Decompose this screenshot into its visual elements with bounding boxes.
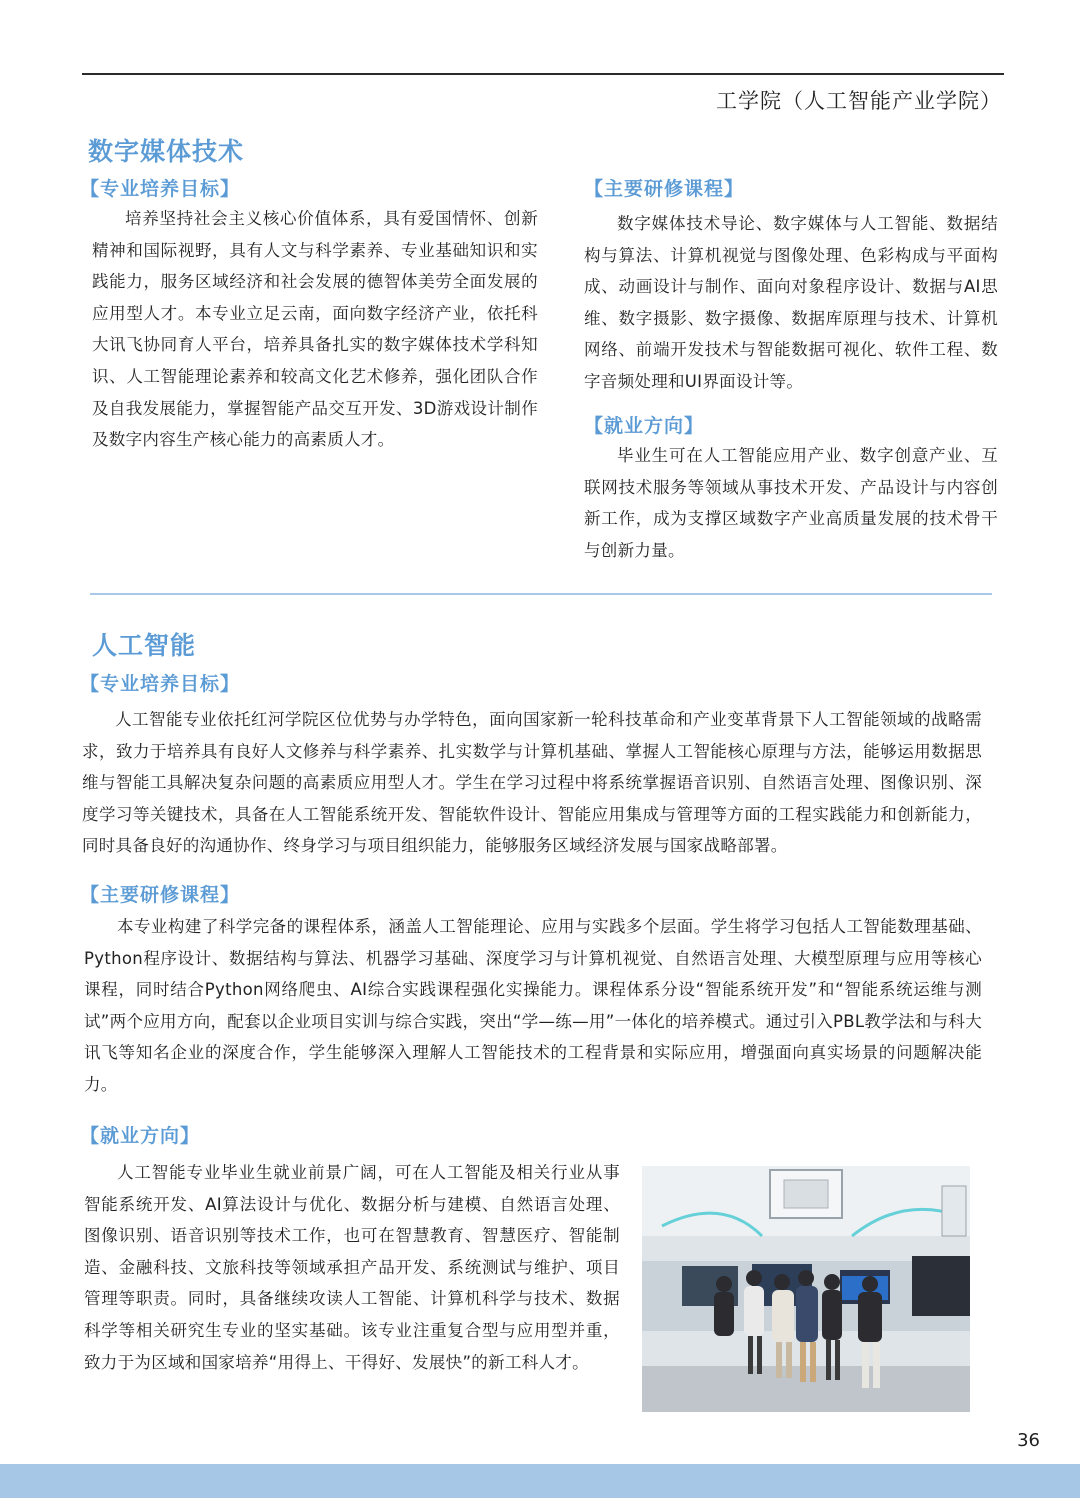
digital-media-courses-heading: 【主要研修课程】 [584,178,745,200]
digital-media-goal-text: 培养坚持社会主义核心价值体系，具有爱国情怀、创新精神和国际视野，具有人文与科学素养、专业基础知识和实践能力，服务区域经济和社会发展的德智体美劳全面发展的应用型人才。本专业立足云南，面向数字经济产业，依托科大讯飞协同育人平台，培养具备扎实的数字媒体技术学科知识、人工智能理论素养和较高文化艺术修养，强化团队合作及自我发展能力，掌握智能产品交互开发、3D游戏设计制作及数字内容生产核心能力的高素质人才。 [92,209,538,450]
classroom-photo [642,1166,970,1412]
section-title-ai: 人工智能 [92,631,197,660]
ai-goal-heading: 【专业培养目标】 [80,673,241,695]
ai-courses-text: 本专业构建了科学完备的课程体系，涵盖人工智能理论、应用与实践多个层面。学生将学习包括人工智能数理基础、Python程序设计、数据结构与算法、机器学习基础、深度学习与计算机视觉、自然语言处理、大模型原理与应用等核心课程，同时结合Python网络爬虫、AI综合实践课程强化实操能力。课程体系分设“智能系统开发”和“智能系统运维与测试”两个应用方向，配套以企业项目实训与综合实践，突出“学—练—用”一体化的培养模式。通过引入PBL教学法和与科大讯飞等知名企业的深度合作，学生能够深入理解人工智能技术的工程背景和实际应用，增强面向真实场景的问题解决能力。 [84,917,982,1094]
bottom-band [0,1464,1080,1498]
page-number: 36 [1017,1430,1040,1451]
classroom-photo-icon [642,1166,970,1412]
digital-media-career-text: 毕业生可在人工智能应用产业、数字创意产业、互联网技术服务等领域从事技术开发、产品设计与内容创新工作，成为支撑区域数字产业高质量发展的技术骨干与创新力量。 [584,446,998,560]
ai-goal-text: 人工智能专业依托红河学院区位优势与办学特色，面向国家新一轮科技革命和产业变革背景下人工智能领域的战略需求，致力于培养具有良好人文修养与科学素养、扎实数学与计算机基础、掌握人工智能核心原理与方法，能够运用数据思维与智能工具解决复杂问题的高素质应用型人才。学生在学习过程中将系统掌握语音识别、自然语言处理、图像识别、深度学习等关键技术，具备在人工智能系统开发、智能软件设计、智能应用集成与管理等方面的工程实践能力和创新能力，同时具备良好的沟通协作、终身学习与项目组织能力，能够服务区域经济发展与国家战略部署。 [82,710,982,856]
digital-media-career-heading: 【就业方向】 [584,415,705,437]
ai-career-heading: 【就业方向】 [80,1125,201,1147]
digital-media-goal-heading: 【专业培养目标】 [80,178,241,200]
digital-media-courses-text: 数字媒体技术导论、数字媒体与人工智能、数据结构与算法、计算机视觉与图像处理、色彩构成与平面构成、动画设计与制作、面向对象程序设计、数据与AI思维、数字摄影、数字摄像、数据库原理与技术、计算机网络、前端开发技术与智能数据可视化、软件工程、数字音频处理和UI界面设计等。 [584,214,998,391]
ai-career-text: 人工智能专业毕业生就业前景广阔，可在人工智能及相关行业从事智能系统开发、AI算法设计与优化、数据分析与建模、自然语言处理、图像识别、语音识别等技术工作，也可在智慧教育、智慧医疗、智能制造、金融科技、文旅科技等领域承担产品开发、系统测试与维护、项目管理等职责。同时，具备继续攻读人工智能、计算机科学与技术、数据科学等相关研究生专业的坚实基础。该专业注重复合型与应用型并重，致力于为区域和国家培养“用得上、干得好、发展快”的新工科人才。 [84,1163,620,1372]
section-title-digital-media: 数字媒体技术 [88,137,245,166]
college-header: 工学院（人工智能产业学院） [716,89,1002,113]
ai-courses-heading: 【主要研修课程】 [80,884,241,906]
section-divider [90,593,992,595]
top-rule [82,73,1004,75]
